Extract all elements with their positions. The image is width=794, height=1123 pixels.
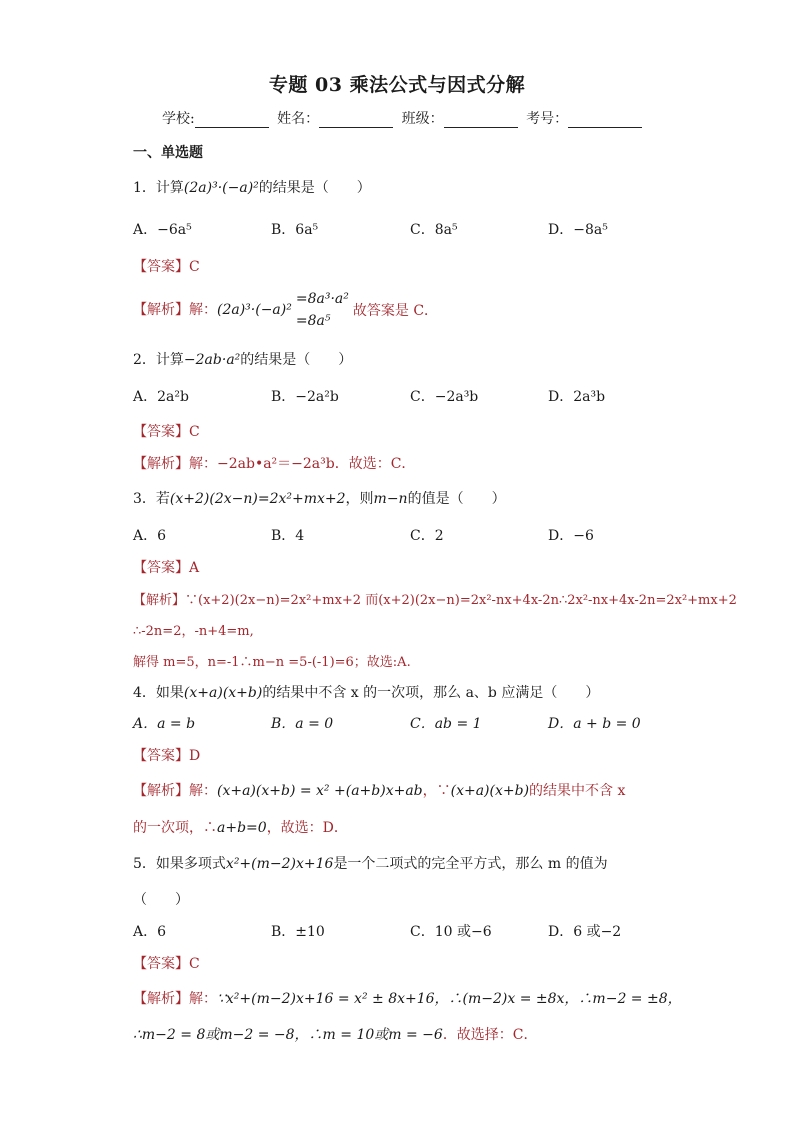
q4-analysis-expression-2: (x+a)(x+b) [450, 783, 530, 799]
q2-expression: −2ab·a² [183, 352, 241, 368]
class-blank[interactable] [444, 113, 518, 128]
q1-answer: 【答案】C [133, 259, 200, 275]
q5-analysis-line-2 [133, 1024, 538, 1044]
q3-analysis-line-1: 【解析】∵(x+2)(2x−n)=2x²+mx+2 而(x+2)(2x−n)=2x²-nx+4x-2n∴2x²-nx+4x-2n=2x²+mx+2 [133, 593, 737, 608]
q2-option-b: B．−2a²b [271, 389, 339, 405]
q2-stem-suffix: 的结果是（ ） [240, 352, 353, 368]
q5-option-d: D．6 或−2 [548, 924, 622, 940]
q3-analysis-line-3: 解得 m=5，n=-1∴m−n =5-(-1)=6；故选:A. [133, 655, 411, 670]
q4-analysis-line-1 [133, 780, 625, 800]
q3-option-b: B．4 [271, 528, 305, 544]
q1-option-d: D．−8a⁵ [548, 222, 608, 238]
q3-option-d: D．−6 [548, 528, 594, 544]
q3-stem-prefix: 3．若 [133, 491, 170, 507]
q1-stem-suffix: 的结果是（ ） [258, 180, 371, 196]
q5-option-c: C．10 或−6 [410, 924, 492, 940]
q5-analysis-label: 【解析】解： [133, 991, 217, 1007]
q5-stem-line-2: （ ） [133, 892, 189, 908]
q1-analysis-steps [296, 288, 349, 332]
q2-answer: 【答案】C [133, 424, 200, 440]
q4-analysis2-prefix: 的一次项，∴ [133, 820, 217, 836]
q5-analysis-line-1 [133, 988, 682, 1008]
q3-expression: (x+2)(2x−n)=2x²+mx+2 [169, 491, 346, 507]
q3-analysis-line-2: ∴-2n=2，-n+4=m, [133, 624, 254, 639]
q5-analysis2-tail: ．故选择：C． [442, 1027, 538, 1043]
student-info-line [162, 108, 646, 128]
q1-analysis [133, 288, 438, 332]
number-blank[interactable] [568, 113, 642, 128]
class-label: 班级： [401, 111, 444, 127]
q3-option-c: C．2 [410, 528, 444, 544]
school-label: 学校: [162, 111, 195, 127]
q4-analysis-expression: (x+a)(x+b) = x² +(a+b)x+ab [217, 783, 423, 799]
name-blank[interactable] [319, 113, 393, 128]
q3-stem-suffix: 的值是（ ） [407, 491, 506, 507]
question-2-stem [133, 349, 352, 369]
q4-analysis2-tail: ，故选：D． [266, 820, 348, 836]
q3-expression-2: m−n [373, 491, 408, 507]
q4-stem-suffix: 的结果中不含 x 的一次项，那么 a、b 应满足（ ） [262, 685, 600, 701]
q5-expression: x²+(m−2)x+16 [225, 856, 334, 872]
q3-option-a: A．6 [133, 528, 167, 544]
q5-stem-prefix: 5．如果多项式 [133, 856, 226, 872]
q2-analysis: 【解析】解：−2ab•a²＝−2a³b．故选：C． [133, 456, 416, 472]
question-1-stem [133, 177, 371, 197]
q5-analysis2-expression: ∴m−2 = 8或m−2 = −8，∴m = 10或m = −6 [133, 1027, 443, 1043]
q4-option-b: B．a = 0 [271, 716, 334, 732]
number-label: 考号： [526, 111, 569, 127]
q1-expression: (2a)³·(−a)² [183, 180, 259, 196]
q1-option-b: B．6a⁵ [271, 222, 319, 238]
q4-expression: (x+a)(x+b) [183, 685, 263, 701]
q4-option-c: C．ab = 1 [410, 716, 482, 732]
school-blank[interactable] [195, 113, 269, 128]
q3-stem-mid: ，则 [345, 491, 374, 507]
q1-step-1: =8a³·a² [295, 291, 349, 307]
q2-option-c: C．−2a³b [410, 389, 479, 405]
q4-analysis-label: 【解析】解： [133, 783, 217, 799]
q1-option-c: C．8a⁵ [410, 222, 458, 238]
question-5-stem [133, 853, 608, 873]
q5-stem-suffix: 是一个二项式的完全平方式，那么 m 的值为 [333, 856, 608, 872]
q4-stem-prefix: 4．如果 [133, 685, 184, 701]
q4-analysis2-expression: a+b=0 [217, 820, 267, 836]
q4-option-d: D．a + b = 0 [548, 716, 641, 732]
q2-option-a: A．2a²b [133, 389, 189, 405]
q5-answer: 【答案】C [133, 956, 200, 972]
q4-analysis-line-2 [133, 817, 348, 837]
q5-option-b: B．±10 [271, 924, 325, 940]
q1-step-2: =8a⁵ [295, 313, 331, 329]
q4-analysis-tail: 的结果中不含 x [529, 783, 626, 799]
q3-answer: 【答案】A [133, 560, 200, 576]
q1-analysis-tail: 故答案是 C． [352, 303, 439, 319]
q4-option-a: A．a = b [133, 716, 196, 732]
section-heading: 一、单选题 [133, 145, 203, 161]
q1-stem-prefix: 1．计算 [133, 180, 184, 196]
q2-stem-prefix: 2．计算 [133, 352, 184, 368]
q5-option-a: A．6 [133, 924, 167, 940]
question-3-stem [133, 488, 506, 508]
name-label: 姓名： [277, 111, 320, 127]
q2-option-d: D．2a³b [548, 389, 606, 405]
q4-answer: 【答案】D [133, 748, 201, 764]
q4-analysis-mid: ，∵ [422, 783, 451, 799]
page-title: 专题 03 乘法公式与因式分解 [268, 74, 526, 96]
question-4-stem [133, 682, 599, 702]
q1-analysis-label: 【解析】解： [133, 302, 217, 318]
q1-analysis-expression: (2a)³·(−a)² [217, 302, 292, 318]
q1-option-a: A．−6a⁵ [133, 222, 192, 238]
q5-analysis-expression: ∵x²+(m−2)x+16 = x² ± 8x+16，∴(m−2)x = ±8x，∴m−2 = ±8， [217, 991, 682, 1007]
